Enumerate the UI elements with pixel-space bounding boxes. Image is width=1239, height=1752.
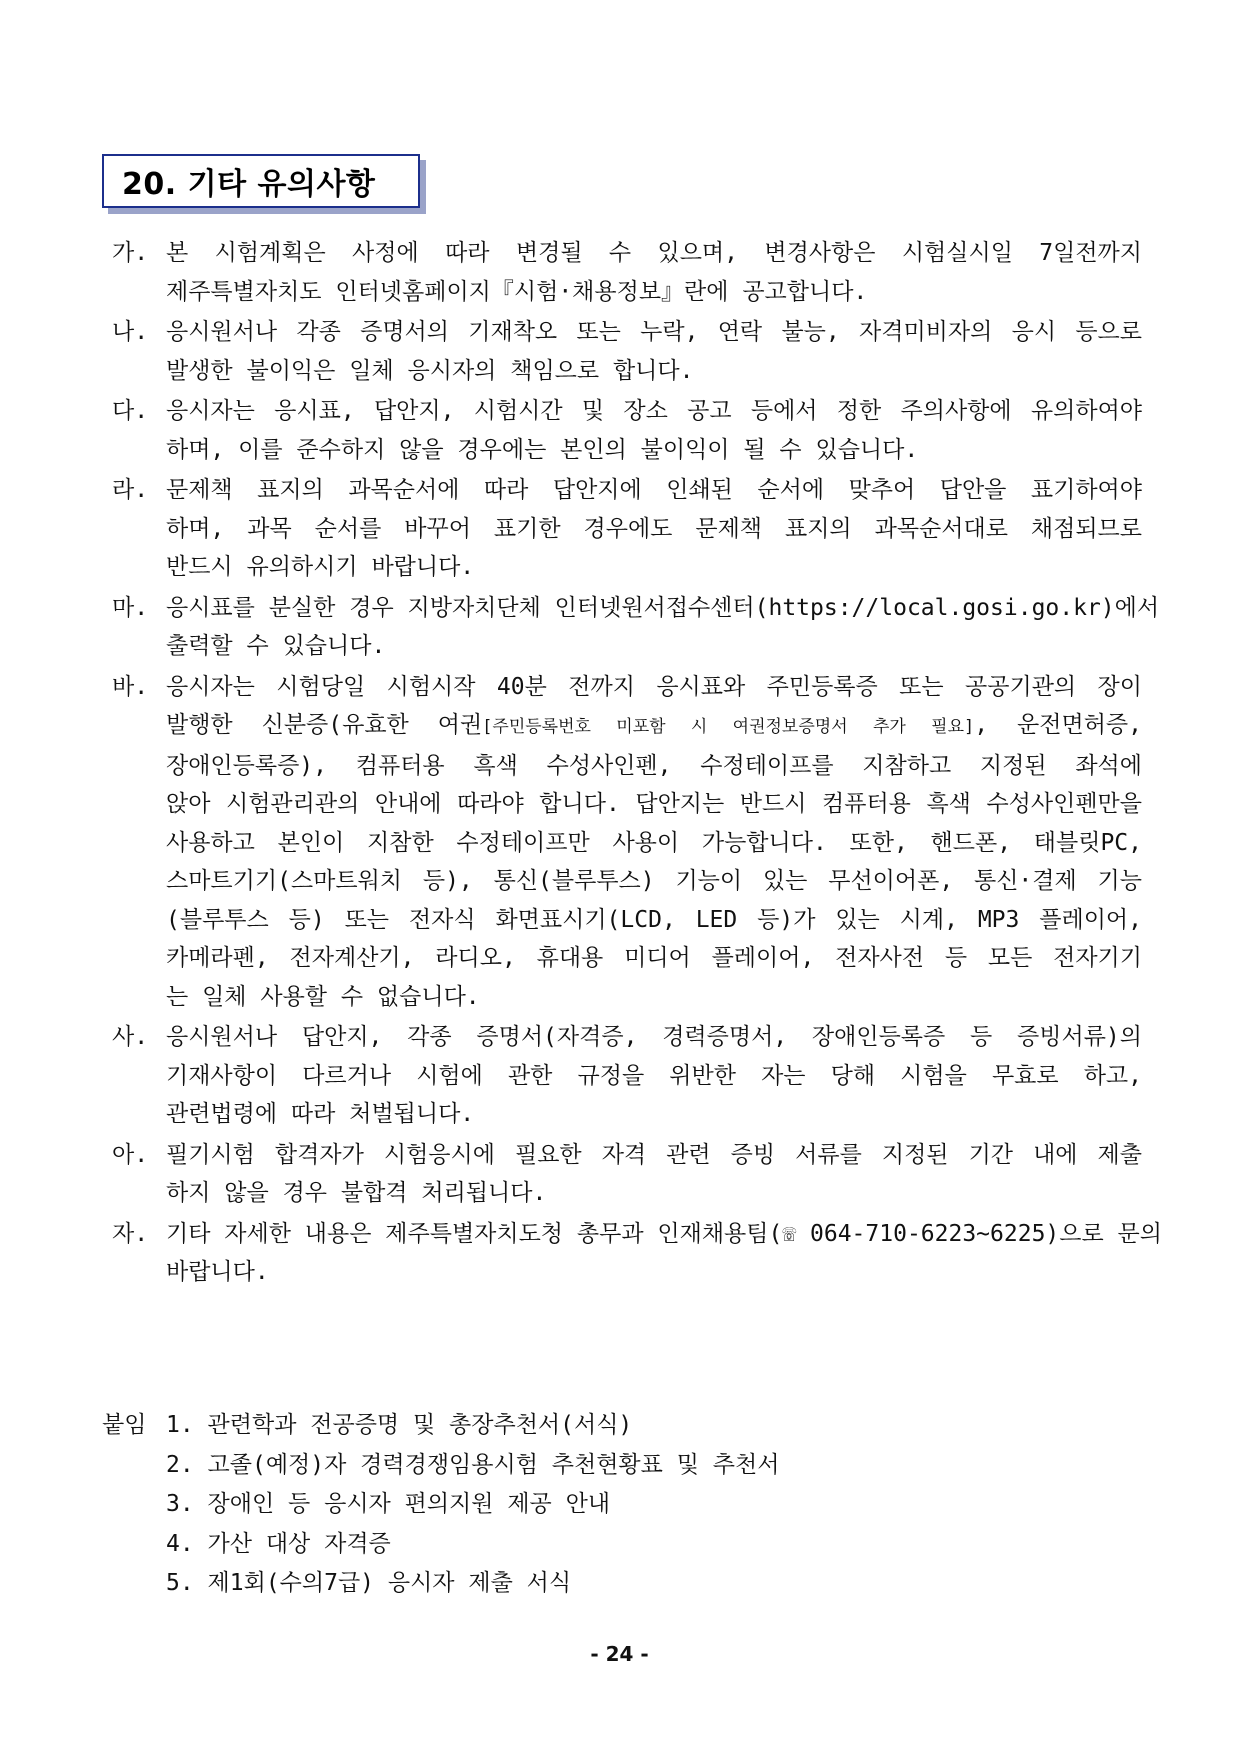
item-line: 응시자는 응시표, 답안지, 시험시간 및 장소 공고 등에서 정한 주의사항에 유의하여야 xyxy=(166,398,1142,424)
item-line: 카메라펜, 전자계산기, 라디오, 휴대용 미디어 플레이어, 전자사전 등 모든 전자기기 xyxy=(166,945,1142,971)
item-line: 출력할 수 있습니다. xyxy=(166,633,386,659)
attachment-item: 4. 가산 대상 자격증 xyxy=(166,1530,391,1557)
section-heading: 20. 기타 유의사항 xyxy=(122,167,376,202)
item-marker: 바. xyxy=(112,673,149,700)
item-line: (블루투스 등) 또는 전자식 화면표시기(LCD, LED 등)가 있는 시계, MP3 플레이어, xyxy=(166,906,1142,933)
list-item xyxy=(112,313,1142,390)
item-line: 문제책 표지의 과목순서에 따라 답안지에 인쇄된 순서에 맞추어 답안을 표기하여야 xyxy=(166,477,1142,503)
list-item xyxy=(112,1018,1142,1134)
list-item xyxy=(112,1136,1142,1213)
item-line: 스마트기기(스마트워치 등), 통신(블루투스) 기능이 있는 무선이어폰, 통신·결제 기능 xyxy=(166,868,1142,894)
item-marker: 나. xyxy=(112,319,149,345)
item-marker: 라. xyxy=(112,477,149,503)
item-line: 하며, 과목 순서를 바꾸어 표기한 경우에도 문제책 표지의 과목순서대로 채점되므로 xyxy=(166,515,1142,542)
item-line: 발생한 불이익은 일체 응시자의 책임으로 합니다. xyxy=(166,357,694,384)
attachments xyxy=(102,1406,1002,1604)
list-item xyxy=(112,234,1142,311)
item-line: 앉아 시험관리관의 안내에 따라야 합니다. 답안지는 반드시 컴퓨터용 흑색 수성사인펜만을 xyxy=(166,791,1142,817)
item-line: 제주특별자치도 인터넷홈페이지『시험·채용정보』란에 공고합니다. xyxy=(166,278,868,305)
item-line: 응시원서나 답안지, 각종 증명서(자격증, 경력증명서, 장애인등록증 등 증빙서류)의 xyxy=(166,1024,1142,1050)
notice-list xyxy=(112,234,1162,1294)
item-marker: 사. xyxy=(112,1024,149,1050)
item-line: 필기시험 합격자가 시험응시에 필요한 자격 관련 증빙 서류를 지정된 기간 내에 제출 xyxy=(166,1141,1142,1168)
item-line-part: , 운전면허증, xyxy=(974,712,1142,738)
item-line-part: 발행한 신분증(유효한 여권 xyxy=(166,712,483,738)
item-marker: 다. xyxy=(112,398,149,424)
item-line: 기타 자세한 내용은 제주특별자치도청 총무과 인재채용팀(☏ 064-710-6223~6225)으로 문의 xyxy=(166,1220,1162,1247)
page-number: - 24 - xyxy=(590,1642,649,1666)
attachment-item: 2. 고졸(예정)자 경력경쟁임용시험 추천현황표 및 추천서 xyxy=(166,1451,780,1478)
item-line: 바랍니다. xyxy=(166,1259,269,1285)
item-marker: 가. xyxy=(112,240,149,266)
item-line xyxy=(166,706,1142,747)
item-line: 사용하고 본인이 지참한 수정테이프만 사용이 가능합니다. 또한, 핸드폰, 태블릿PC, xyxy=(166,829,1142,856)
item-line: 하며, 이를 준수하지 않을 경우에는 본인의 불이익이 될 수 있습니다. xyxy=(166,436,919,463)
list-item xyxy=(112,668,1142,1017)
attachment-item: 3. 장애인 등 응시자 편의지원 제공 안내 xyxy=(166,1491,611,1517)
section-heading-box xyxy=(102,154,420,208)
item-line: 장애인등록증), 컴퓨터용 흑색 수성사인펜, 수정테이프를 지참하고 지정된 좌석에 xyxy=(166,752,1142,779)
item-marker: 자. xyxy=(112,1220,149,1247)
item-line: 본 시험계획은 사정에 따라 변경될 수 있으며, 변경사항은 시험실시일 7일전까지 xyxy=(166,240,1142,266)
attachments-label: 붙임 xyxy=(102,1412,147,1438)
item-marker: 아. xyxy=(112,1141,149,1168)
list-item xyxy=(112,392,1142,469)
item-line: 응시원서나 각종 증명서의 기재착오 또는 누락, 연락 불능, 자격미비자의 응시 등으로 xyxy=(166,319,1142,345)
list-item xyxy=(112,471,1142,587)
list-item xyxy=(112,589,1160,666)
item-line: 응시표를 분실한 경우 지방자치단체 인터넷원서접수센터(https://local.gosi.go.kr)에서 xyxy=(166,594,1160,621)
item-line: 기재사항이 다르거나 시험에 관한 규정을 위반한 자는 당해 시험을 무효로 하고, xyxy=(166,1062,1142,1089)
item-marker: 마. xyxy=(112,594,149,621)
attachment-item: 1. 관련학과 전공증명 및 총장추천서(서식) xyxy=(166,1412,633,1438)
item-line: 는 일체 사용할 수 없습니다. xyxy=(166,983,480,1010)
item-line: 반드시 유의하시기 바랍니다. xyxy=(166,554,475,580)
item-line: 하지 않을 경우 불합격 처리됩니다. xyxy=(166,1180,547,1206)
attachment-item: 5. 제1회(수의7급) 응시자 제출 서식 xyxy=(166,1570,572,1596)
item-line: 관련법령에 따라 처벌됩니다. xyxy=(166,1101,475,1127)
item-line-note: [주민등록번호 미포함 시 여권정보증명서 추가 필요] xyxy=(482,717,975,737)
list-item xyxy=(112,1215,1162,1292)
item-line: 응시자는 시험당일 시험시작 40분 전까지 응시표와 주민등록증 또는 공공기관의 장이 xyxy=(166,673,1142,700)
